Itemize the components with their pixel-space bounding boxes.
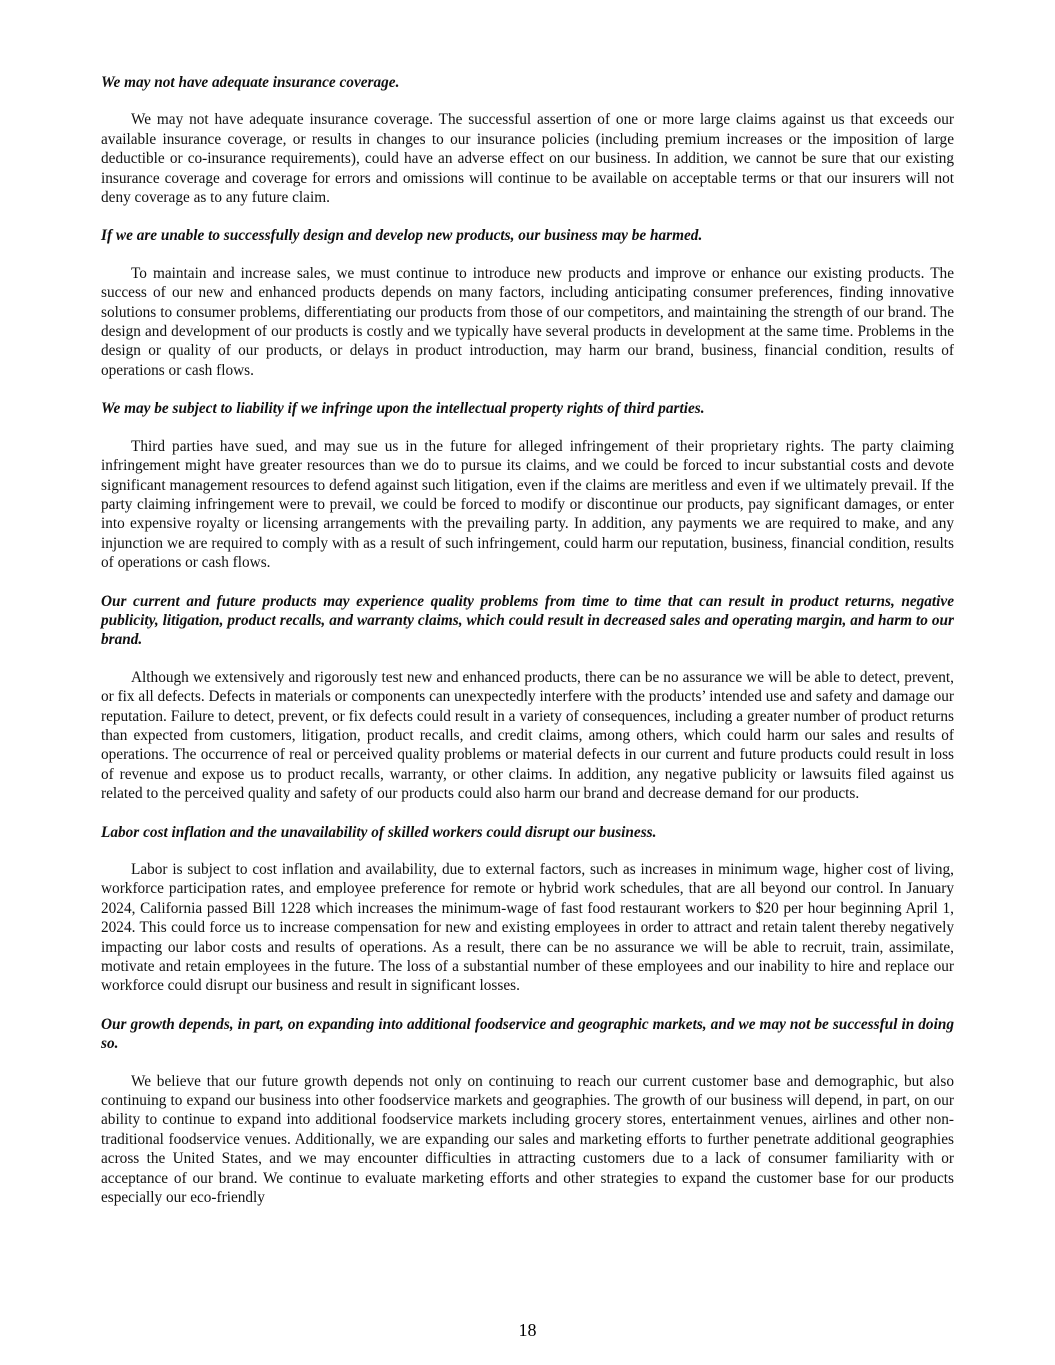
section-paragraph: To maintain and increase sales, we must continue to introduce new products and improve or enhance our existing products. The success of our new and enhanced products depends on many factors, including anticipating consumer preferences, finding innovative solutions to consumer problems, differentiating our products from those of our competitors, and maintaining the strength of our brand. The design and development of our products is costly and we typically have several products in development at the same time. Problems in the design or quality of our products, or delays in product introduction, may harm our brand, business, financial condition, results of operations or cash flows.	[101, 264, 954, 379]
section-paragraph: Labor is subject to cost inflation and availability, due to external factors, such as increases in minimum wage, higher cost of living, workforce participation rates, and employee preference for remote or hybrid work schedules, that are all beyond our control. In January 2024, California passed Bill 1228 which increases the minimum-wage of fast food restaurant workers to $20 per hour beginning April 1, 2024. This could force us to increase compensation for new and existing employees in order to attract and retain talent thereby negatively impacting our labor costs and results of operations. As a result, there can be no assurance we will be able to recruit, train, assimilate, motivate and retain employees in the future. The loss of a substantial number of these employees and our inability to hire and replace our workforce could disrupt our business and result in significant losses.	[101, 861, 954, 995]
section-paragraph: Third parties have sued, and may sue us in the future for alleged infringement of their proprietary rights. The party claiming infringement might have greater resources than we do to pursue its claims, and we could be forced to incur substantial costs and devote significant management resources to defend against such litigation, even if the claims are meritless and even if we ultimately prevail. If the party claiming infringement were to prevail, we could be forced to modify or discontinue our products, pay significant damages, or enter into expensive royalty or licensing arrangements with the prevailing party. In addition, any payments we are required to make, and any injunction we are required to comply with as a result of such infringement, could harm our reputation, business, financial condition, results of operations or cash flows.	[101, 437, 954, 572]
risk-section-growth	[101, 1015, 954, 1208]
section-heading: Labor cost inflation and the unavailability of skilled workers could disrupt our business.	[101, 823, 657, 841]
document-page	[101, 73, 954, 1227]
section-paragraph: Although we extensively and rigorously test new and enhanced products, there can be no assurance we will be able to detect, prevent, or fix all defects. Defects in materials or components can unexpectedly interfere with the products’ intended use and safety and damage our reputation. Failure to detect, prevent, or fix defects could result in a variety of consequences, including a greater number of product returns than expected from customers, litigation, product recalls, and credit claims, among others, which could harm our sales and results of operations. The occurrence of real or perceived quality problems or material defects in our current and future products could result in loss of revenue and expose us to product recalls, warranty, or other claims. In addition, any negative publicity or lawsuits filed against us related to the perceived quality and safety of our products could also harm our brand and decrease demand for our products.	[101, 668, 954, 803]
section-paragraph: We may not have adequate insurance coverage. The successful assertion of one or more large claims against us that exceeds our available insurance coverage, or results in changes to our insurance policies (including premium increases or the imposition of large deductible or co-insurance requirements), could have an adverse effect on our business. In addition, we cannot be sure that our existing insurance coverage and coverage for errors and omissions will continue to be available on acceptable terms or that our insurers will not deny coverage as to any future claim.	[101, 111, 954, 207]
section-heading: Our growth depends, in part, on expanding into additional foodservice and geographic markets, and we may not be successful in doing so.	[101, 1015, 954, 1053]
section-heading: We may be subject to liability if we infringe upon the intellectual property rights of third parties.	[101, 400, 705, 418]
risk-section-new-products	[101, 226, 954, 380]
risk-section-labor-cost	[101, 823, 954, 996]
section-paragraph: We believe that our future growth depends not only on continuing to reach our current customer base and demographic, but also continuing to expand our business into other foodservice markets and geographies. The growth of our business will depend, in part, on our ability to continue to expand into additional foodservice markets including grocery stores, entertainment venues, airlines and other non-traditional foodservice venues. Additionally, we are expanding our sales and marketing efforts to further penetrate additional geographies across the United States, and we may encounter difficulties in attracting customers due to a lack of consumer familiarity with or acceptance of our brand. We continue to evaluate marketing efforts and other strategies to expand the customer base for our products especially our eco-friendly	[101, 1072, 954, 1207]
section-heading: Our current and future products may experience quality problems from time to time that can result in product returns, negative publicity, litigation, product recalls, and warranty claims, which could result in decreased sales and operating margin, and harm to our brand.	[101, 592, 954, 649]
section-heading: We may not have adequate insurance coverage.	[101, 74, 400, 91]
page-number: 18	[518, 1320, 537, 1340]
risk-section-insurance	[101, 73, 954, 207]
risk-section-intellectual-property	[101, 399, 954, 572]
section-heading: If we are unable to successfully design and develop new products, our business may be harmed.	[101, 227, 703, 245]
risk-section-quality-problems	[101, 592, 954, 804]
